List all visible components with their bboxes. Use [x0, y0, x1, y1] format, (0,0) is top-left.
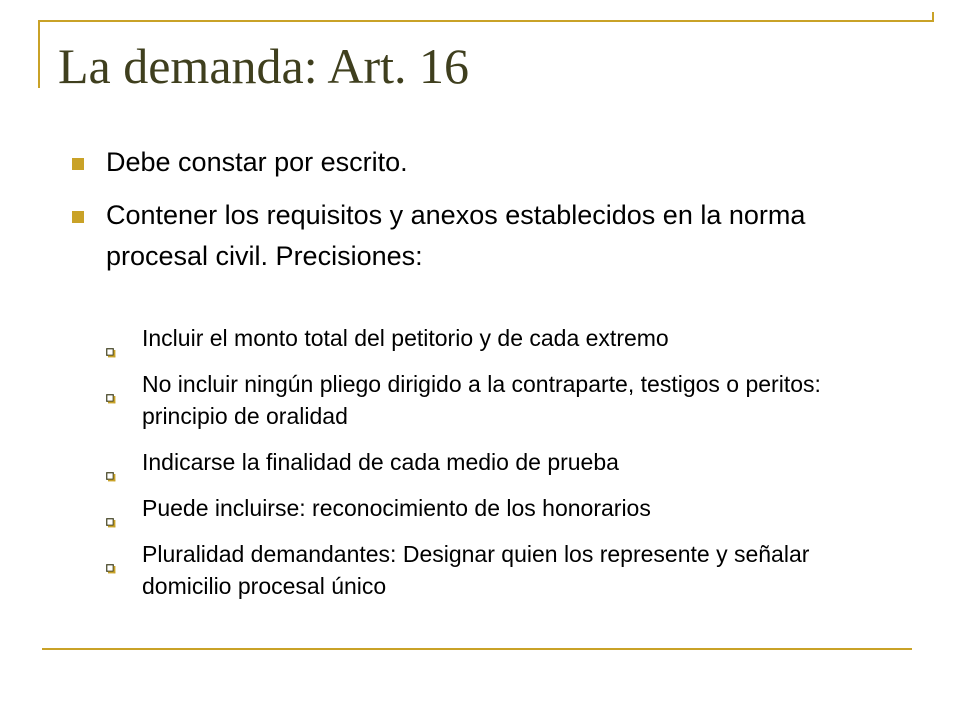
- sub-bullet-text: Puede incluirse: reconocimiento de los honorarios: [142, 495, 651, 521]
- sub-bullet-item: [104, 368, 904, 432]
- frame-bottom-line: [42, 648, 912, 650]
- frame-top-tick: [932, 12, 934, 22]
- sub-bullet-item: [104, 322, 904, 354]
- bullet-text: Contener los requisitos y anexos establecidos en la norma procesal civil. Precisiones:: [106, 200, 806, 271]
- bullet-item: [72, 142, 892, 183]
- frame-left-line: [38, 20, 40, 88]
- sub-bullet-item: [104, 492, 904, 524]
- slide-title: La demanda: Art. 16: [58, 38, 469, 94]
- sub-bullet-text: Incluir el monto total del petitorio y de cada extremo: [142, 325, 669, 351]
- bullet-item: [72, 195, 892, 277]
- hollow-square-bullet-icon: [106, 504, 116, 514]
- sub-bullet-item: [104, 538, 904, 602]
- hollow-square-bullet-icon: [106, 458, 116, 468]
- sub-bullet-text: No incluir ningún pliego dirigido a la contraparte, testigos o peritos: principio de oralidad: [142, 371, 821, 429]
- frame-top-line: [38, 20, 934, 22]
- bullet-text: Debe constar por escrito.: [106, 147, 408, 177]
- main-bullet-list: [72, 142, 892, 289]
- square-bullet-icon: [72, 158, 84, 170]
- square-bullet-icon: [72, 211, 84, 223]
- sub-bullet-text: Indicarse la finalidad de cada medio de prueba: [142, 449, 619, 475]
- sub-bullet-text: Pluralidad demandantes: Designar quien los represente y señalar domicilio procesal único: [142, 541, 810, 599]
- hollow-square-bullet-icon: [106, 380, 116, 390]
- sub-bullet-list: [104, 322, 904, 616]
- sub-bullet-item: [104, 446, 904, 478]
- hollow-square-bullet-icon: [106, 550, 116, 560]
- hollow-square-bullet-icon: [106, 334, 116, 344]
